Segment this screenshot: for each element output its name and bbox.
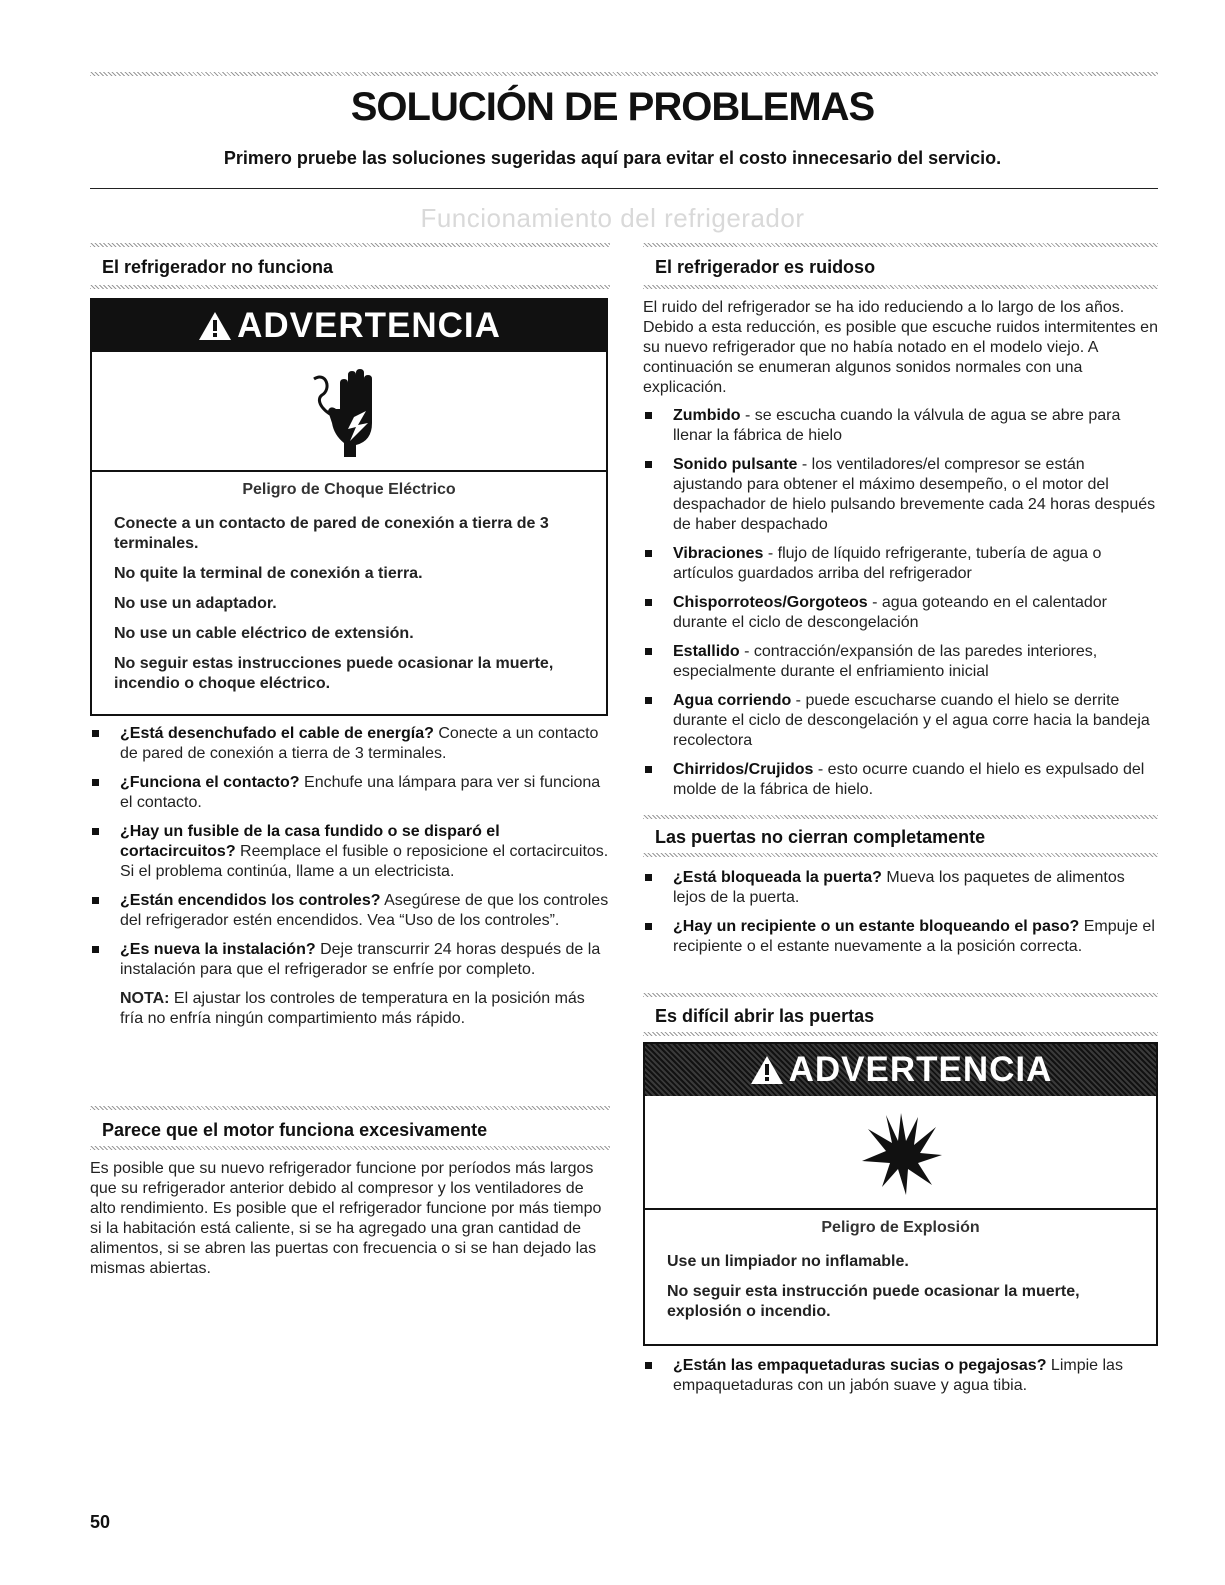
item-answer: Empuje el recipiente o el estante nuevamente a la posición correcta.: [673, 918, 1155, 955]
item-answer: Asegúrese de que los controles del refrigerador estén encendidos. Vea “Uso de los controles”.: [120, 892, 609, 929]
warning-line: No seguir estas instrucciones puede ocasionar la muerte, incendio o choque eléctrico.: [114, 655, 554, 692]
page-number: 50: [90, 1512, 111, 1532]
list-item: [90, 891, 610, 931]
list-item: [643, 642, 1158, 682]
list-item: [90, 822, 610, 882]
warning-triangle-icon: [749, 1054, 785, 1086]
item-answer: - los ventiladores/el compresor se están ajustando para obtener el máximo desempeño, o el motor del despachador de hielo pulsando brevemente cada 24 horas después de haber despachado: [673, 456, 1156, 533]
header-divider: [90, 188, 1158, 189]
section-title: Funcionamiento del refrigerador: [420, 203, 805, 233]
warning-hazard: Peligro de Explosión: [821, 1219, 980, 1236]
note-text: El ajustar los controles de temperatura en la posición más fría no enfría ningún compartimiento más rápido.: [120, 990, 585, 1027]
item-answer: Conecte a un contacto de pared de conexión a tierra de 3 terminales.: [120, 725, 599, 762]
item-question: ¿Están encendidos los controles?: [120, 892, 381, 909]
note-label: NOTA:: [120, 990, 170, 1007]
item-answer: - agua goteando en el calentador durante el ciclo de descongelación: [673, 594, 1107, 631]
warning-line: Conecte a un contacto de pared de conexión a tierra de 3 terminales.: [114, 515, 549, 552]
bullet-icon: [645, 1362, 652, 1369]
bullet-icon: [645, 766, 652, 773]
warning-icon-area: [645, 1096, 1156, 1210]
warning-line: No quite la terminal de conexión a tierra.: [114, 565, 423, 582]
warning-line: No use un adaptador.: [114, 595, 277, 612]
bullet-icon: [92, 946, 99, 953]
item-answer: Reemplace el fusible o reposicione el cortacircuitos. Si el problema continúa, llame a un electricista.: [120, 843, 609, 880]
noisy-list: [643, 406, 1158, 800]
bullet-icon: [645, 599, 652, 606]
list-item: [643, 760, 1158, 800]
heading-rule: [90, 285, 610, 289]
heading-rule: [643, 993, 1158, 997]
item-answer: - esto ocurre cuando el hielo es expulsado del molde de la fábrica de hielo.: [673, 761, 1145, 798]
bullet-icon: [645, 697, 652, 704]
list-item: [643, 868, 1158, 908]
list-item: [643, 1356, 1158, 1396]
warning-label: ADVERTENCIA: [237, 306, 501, 345]
list-item: [643, 455, 1158, 535]
item-question: ¿Está desenchufado el cable de energía?: [120, 725, 434, 742]
heading-rule: [643, 1032, 1158, 1036]
item-question: Chirridos/Crujidos: [673, 761, 814, 778]
heading-rule: [90, 243, 610, 247]
item-question: Agua corriendo: [673, 692, 792, 709]
warning-line: No seguir esta instrucción puede ocasionar la muerte, explosión o incendio.: [667, 1283, 1080, 1320]
bullet-icon: [645, 923, 652, 930]
item-question: Vibraciones: [673, 545, 764, 562]
item-answer: - puede escucharse cuando el hielo se derrite durante el ciclo de descongelación y el agua corre hacia la bandeja recolectora: [673, 692, 1150, 749]
note: [90, 989, 610, 1029]
warning-header: [645, 1044, 1156, 1096]
item-question: ¿Hay un recipiente o un estante bloqueando el paso?: [673, 918, 1080, 935]
list-item: [90, 940, 610, 980]
heading-rule: [90, 1146, 610, 1150]
heading-rule: [643, 853, 1158, 857]
list-item: [643, 691, 1158, 751]
item-question: ¿Funciona el contacto?: [120, 774, 300, 791]
bullet-icon: [92, 828, 99, 835]
list-item: [90, 773, 610, 813]
heading-noisy: El refrigerador es ruidoso: [655, 257, 876, 277]
bullet-icon: [92, 730, 99, 737]
warning-box-electric: [90, 298, 608, 716]
not-working-list: [90, 724, 610, 980]
doors-list: [643, 868, 1158, 957]
bullet-icon: [645, 874, 652, 881]
heading-not-working: El refrigerador no funciona: [102, 257, 334, 277]
heading-rule: [643, 815, 1158, 819]
item-question: Zumbido: [673, 407, 741, 424]
item-question: Chisporroteos/Gorgoteos: [673, 594, 868, 611]
bullet-icon: [645, 461, 652, 468]
warning-header: [92, 300, 606, 352]
heading-rule: [643, 243, 1158, 247]
right-column: [643, 240, 1158, 1410]
item-question: ¿Es nueva la instalación?: [120, 941, 316, 958]
item-answer: - contracción/expansión de las paredes interiores, especialmente durante el enfriamiento inicial: [673, 643, 1098, 680]
list-item: [643, 593, 1158, 633]
page-subtitle: Primero pruebe las soluciones sugeridas aquí para evitar el costo innecesario del servicio.: [223, 148, 1002, 168]
item-answer: Limpie las empaquetaduras con un jabón suave y agua tibia.: [673, 1357, 1123, 1394]
noisy-intro: El ruido del refrigerador se ha ido reduciendo a lo largo de los años. Debido a esta reducción, es posible que escuche ruidos intermitentes en su nuevo refrigerador que no había notado en el modelo viejo. A continuación se enumeran algunos sonidos normales con una explicación.: [643, 299, 1158, 396]
electric-shock-icon: [304, 361, 394, 461]
warning-hazard: Peligro de Choque Eléctrico: [242, 481, 456, 498]
item-answer: Deje transcurrir 24 horas después de la instalación para que el refrigerador se enfríe por completo.: [120, 941, 601, 978]
item-question: ¿Están las empaquetaduras sucias o pegajosas?: [673, 1357, 1047, 1374]
list-item: [643, 406, 1158, 446]
warning-label: ADVERTENCIA: [788, 1050, 1053, 1089]
list-item: [90, 724, 610, 764]
bullet-icon: [645, 648, 652, 655]
warning-icon-area: [92, 352, 606, 472]
item-answer: Enchufe una lámpara para ver si funciona el contacto.: [120, 774, 601, 811]
heading-rule: [643, 285, 1158, 289]
item-answer: - flujo de líquido refrigerante, tubería de agua o artículos guardados arriba del refrigerador: [673, 545, 1102, 582]
bullet-icon: [645, 412, 652, 419]
warning-body: [92, 472, 606, 714]
bullet-icon: [645, 550, 652, 557]
bullet-icon: [92, 779, 99, 786]
warning-triangle-icon: [197, 310, 233, 342]
heading-doors: Las puertas no cierran completamente: [655, 827, 986, 847]
explosion-icon: [856, 1107, 946, 1197]
warning-line: Use un limpiador no inflamable.: [667, 1253, 909, 1270]
left-column: [90, 240, 610, 1300]
item-question: ¿Está bloqueada la puerta?: [673, 869, 882, 886]
item-question: Sonido pulsante: [673, 456, 798, 473]
heading-hard-open: Es difícil abrir las puertas: [655, 1006, 875, 1026]
motor-text: Es posible que su nuevo refrigerador funcione por períodos más largos que su refrigerador anterior debido al compresor y los ventiladores de alto rendimiento. Es posible que el refrigerador funcione por más tiempo si la habitación está caliente, si se ha agregado una gran cantidad de alimentos, si se abren las puertas con frecuencia o si se han dejado las mismas abiertas.: [90, 1160, 602, 1277]
bullet-icon: [92, 897, 99, 904]
page-title: SOLUCIÓN DE PROBLEMAS: [350, 85, 875, 129]
item-question: Estallido: [673, 643, 740, 660]
list-item: [643, 544, 1158, 584]
item-answer: - se escucha cuando la válvula de agua se abre para llenar la fábrica de hielo: [673, 407, 1121, 444]
top-rule: [90, 72, 1158, 76]
warning-body: [645, 1210, 1156, 1342]
hard-open-list: [643, 1356, 1158, 1396]
warning-line: No use un cable eléctrico de extensión.: [114, 625, 414, 642]
item-answer: Mueva los paquetes de alimentos lejos de la puerta.: [673, 869, 1125, 906]
list-item: [643, 917, 1158, 957]
warning-box-explosion: [643, 1042, 1158, 1346]
item-question: ¿Hay un fusible de la casa fundido o se disparó el cortacircuitos?: [120, 823, 500, 860]
heading-rule: [90, 1106, 610, 1110]
heading-motor: Parece que el motor funciona excesivamente: [102, 1120, 488, 1140]
